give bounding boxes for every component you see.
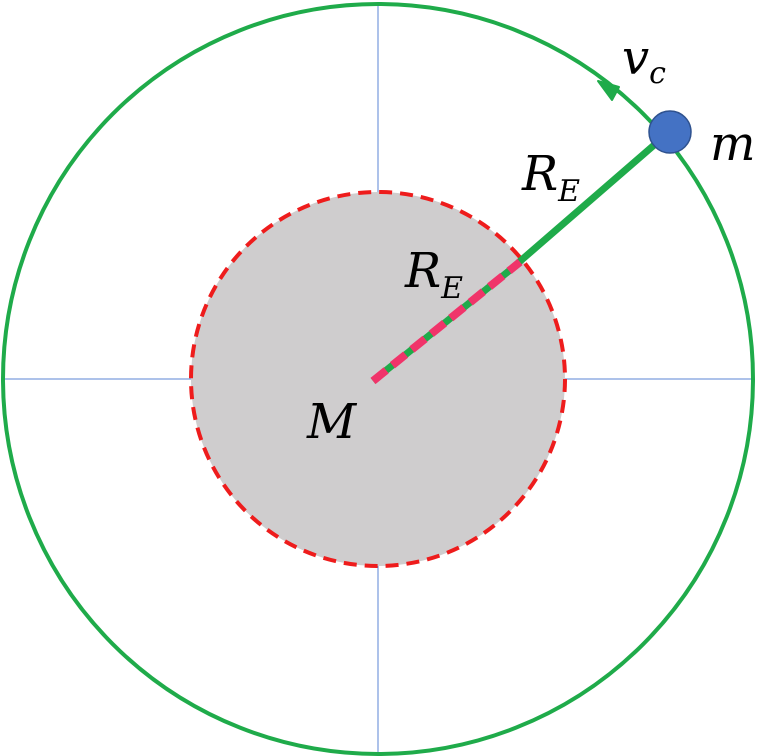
velocity-label: vc (622, 30, 666, 91)
satellite-mass-label: m (710, 116, 756, 172)
earth-radius-label: RE (405, 243, 464, 306)
central-mass-label: M (307, 394, 357, 450)
satellite (649, 111, 691, 153)
velocity-arrow-icon (598, 81, 619, 100)
orbit-radius-label: RE (522, 146, 581, 209)
